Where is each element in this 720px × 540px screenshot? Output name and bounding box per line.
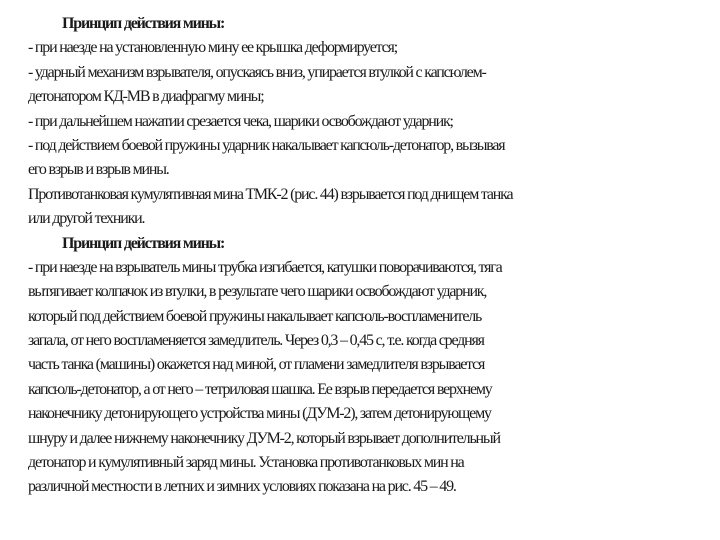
section-1-line-4: - при дальнейшем нажатии срезается чека, шарики освобождают ударник; <box>28 112 453 130</box>
section-2-line-2: вытягивает колпачок из втулки, в результате чего шарики освобождают ударник, <box>28 283 487 301</box>
section-2-line-1: - при наезде на взрыватель мины трубка изгибается, катушки поворачиваются, тяга <box>28 258 502 276</box>
section-1-line-8: или другой техники. <box>28 210 145 228</box>
section-2-line-8: шнуру и далее нижнему наконечнику ДУМ-2, который взрывает дополнительный <box>28 429 500 447</box>
section-2-line-7: наконечнику детонирующего устройства мины (ДУМ-2), затем детонирующему <box>28 405 491 423</box>
section-1-heading: Принцип действия мины: <box>62 15 225 32</box>
section-1-line-1: - при наезде на установленную мину ее крышка деформируется; <box>28 39 397 57</box>
section-1-line-2: - ударный механизм взрывателя, опускаясь вниз, упирается втулкой с капсюлем- <box>28 63 486 81</box>
section-2-line-9: детонатор и кумулятивный заряд мины. Установка противотанковых мин на <box>28 454 464 472</box>
section-2-line-3: который под действием боевой пружины накалывает капсюль-воспламенитель <box>28 307 482 325</box>
section-1-line-6: его взрыв и взрыв мины. <box>28 161 169 179</box>
section-2-line-6: капсюль-детонатор, а от него – тетриловая шашка. Ее взрыв передается верхнему <box>28 380 492 398</box>
section-2-line-10: различной местности в летних и зимних условиях показана на рис. 45 – 49. <box>28 478 456 496</box>
section-2-heading: Принцип действия мины: <box>62 234 225 252</box>
section-1-line-7: Противотанковая кумулятивная мина ТМК-2 (рис. 44) взрывается под днищем танка <box>28 185 513 203</box>
document-page <box>28 12 708 500</box>
section-2-line-5: часть танка (машины) окажется над миной, от пламени замедлителя взрывается <box>28 356 485 374</box>
section-2-line-4: запала, от него воспламеняется замедлитель. Через 0,3 – 0,45 с, т.е. когда средняя <box>28 332 484 350</box>
section-1-line-3: детонатором КД-МВ в диафрагму мины; <box>28 88 264 106</box>
section-1-line-5: - под действием боевой пружины ударник накалывает капсюль-детонатор, вызывая <box>28 136 505 154</box>
